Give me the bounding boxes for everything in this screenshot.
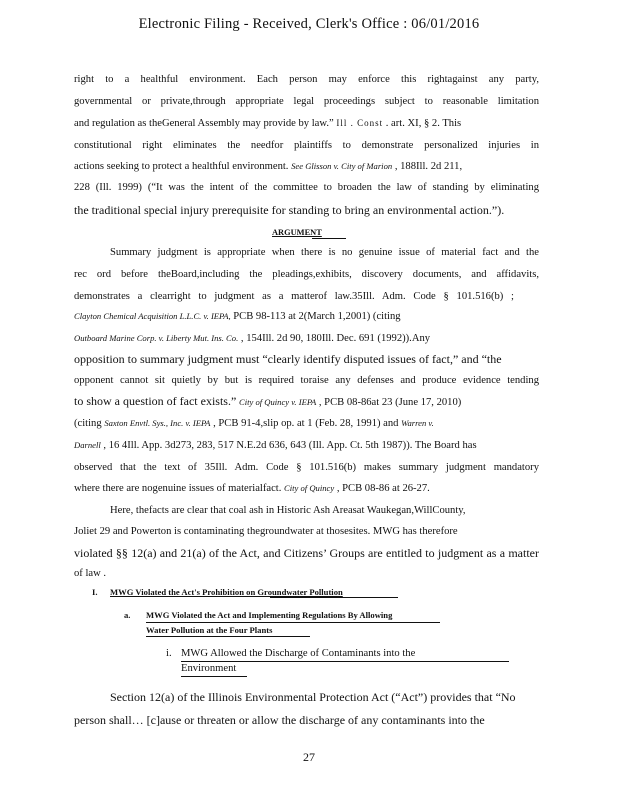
body-line xyxy=(74,440,477,451)
subsubsection-number-i: i. xyxy=(166,648,172,659)
page-number: 27 xyxy=(303,750,315,764)
body-line: opponent cannot sit quietly by but is required toraise any defenses and produce evidence tending xyxy=(74,375,539,386)
body-line: violated §§ 12(a) and 21(a) of the Act, and Citizens’ Groups are entitled to judgment as a matter xyxy=(74,546,539,560)
case-citation: City of Quincy v. IEPA xyxy=(238,397,317,407)
body-line: the traditional special injury prerequisite for standing to bring an environmental action.”). xyxy=(74,203,505,217)
body-line: observed that the text of 35Ill. Adm. Code § 101.516(b) makes summary judgment mandatory xyxy=(74,462,539,473)
text-run: , 188Ill. 2d 211, xyxy=(394,161,463,172)
text-run: , 154Ill. 2d 90, 180Ill. Dec. 691 (1992)).Any xyxy=(240,333,431,344)
heading-underline xyxy=(181,661,509,662)
heading-underline xyxy=(270,597,398,598)
body-line: Here, thefacts are clear that coal ash in Historic Ash Areasat Waukegan,WillCounty, xyxy=(110,505,466,516)
body-line: governmental or private,through appropriate legal proceedings subject to reasonable limitation xyxy=(74,96,539,107)
subsubsection-heading-line2: Environment xyxy=(181,663,237,674)
case-citation: Warren v. xyxy=(401,418,434,428)
subsection-heading-a-line1: MWG Violated the Act and Implementing Regulations By Allowing xyxy=(146,610,393,620)
body-line: constitutional right eliminates the needfor plaintiffs to demonstrate personalized injuries in xyxy=(74,140,539,151)
text-run: , PCB 08-86at 23 (June 17, 2010) xyxy=(318,397,462,408)
case-citation: Darnell xyxy=(74,440,101,450)
section-heading-i: MWG Violated the Act's Prohibition on Groundwater Pollution xyxy=(110,587,343,597)
body-line: Joliet 29 and Powerton is contaminating thegroundwater at thosesites. MWG has therefore xyxy=(74,526,458,537)
text-run: actions seeking to protect a healthful environment. xyxy=(74,161,289,172)
heading-underline xyxy=(146,622,440,623)
case-citation: See Glisson v. City of Marion xyxy=(291,161,393,171)
body-line xyxy=(74,333,430,344)
body-line: Section 12(a) of the Illinois Environmental Protection Act (“Act”) provides that “No xyxy=(110,690,516,704)
body-line xyxy=(74,713,485,728)
heading-underline xyxy=(146,636,310,637)
section-number-i: I. xyxy=(92,587,98,597)
text-run: where there are nogenuine issues of materialfact. xyxy=(74,483,282,494)
body-line xyxy=(74,483,430,494)
text-run: to show a question of fact exists.” xyxy=(74,394,237,408)
body-line xyxy=(74,161,462,172)
body-line: of law . xyxy=(74,568,107,579)
subsubsection-heading-line1: MWG Allowed the Discharge of Contaminants into the xyxy=(181,648,416,659)
body-line xyxy=(74,118,461,129)
heading-underline xyxy=(312,238,346,239)
subsection-letter-a: a. xyxy=(124,610,131,620)
body-line xyxy=(74,311,401,322)
text-run: PCB 98-113 at 2(March 1,2001) (citing xyxy=(233,311,401,322)
text-run: , PCB 08-86 at 26-27. xyxy=(336,483,430,494)
body-line: Summary judgment is appropriate when there is no genuine issue of material fact and the xyxy=(110,247,539,258)
case-citation: Clayton Chemical Acquisition L.L.C. v. IEPA, xyxy=(74,311,231,321)
text-run: and regulation as theGeneral Assembly may provide by law.” xyxy=(74,118,334,129)
text-run: person shall… [c]ause or threaten or allow the discharge of any contaminants into the xyxy=(74,713,485,727)
body-line xyxy=(74,418,434,429)
body-line: right to a healthful environment. Each person may enforce this rightagainst any party, xyxy=(74,74,539,85)
text-run: . art. XI, § 2. This xyxy=(385,118,462,129)
body-line: opposition to summary judgment must “clearly identify disputed issues of fact,” and “the xyxy=(74,352,502,366)
text-run: (citing xyxy=(74,418,102,429)
case-citation: Saxton Envtl. Sys., Inc. v. IEPA xyxy=(104,418,211,428)
body-line: rec ord before theBoard,including the pleadings,exhibits, discovery documents, and affidavits, xyxy=(74,269,539,280)
argument-heading: ARGUMENT xyxy=(272,228,322,237)
filing-stamp-header: Electronic Filing - Received, Clerk's Office : 06/01/2016 xyxy=(138,16,480,32)
text-run: , 16 4Ill. App. 3d273, 283, 517 N.E.2d 636, 643 (Ill. App. Ct. 5th 1987)). The Board has xyxy=(103,440,477,451)
case-citation: Outboard Marine Corp. v. Liberty Mut. Ins. Co. xyxy=(74,333,239,343)
body-line xyxy=(74,394,461,409)
subsection-heading-a-line2: Water Pollution at the Four Plants xyxy=(146,625,273,635)
body-line: demonstrates a clearright to judgment as a matterof law.35Ill. Adm. Code § 101.516(b) ; xyxy=(74,291,514,302)
case-citation: City of Quincy xyxy=(284,483,335,493)
body-line: 228 (Ill. 1999) (“It was the intent of the committee to broaden the law of standing by eliminating xyxy=(74,182,539,193)
heading-underline xyxy=(181,676,247,677)
citation-const: Ill . Const xyxy=(336,118,384,128)
text-run: , PCB 91-4,slip op. at 1 (Feb. 28, 1991) and xyxy=(213,418,399,429)
